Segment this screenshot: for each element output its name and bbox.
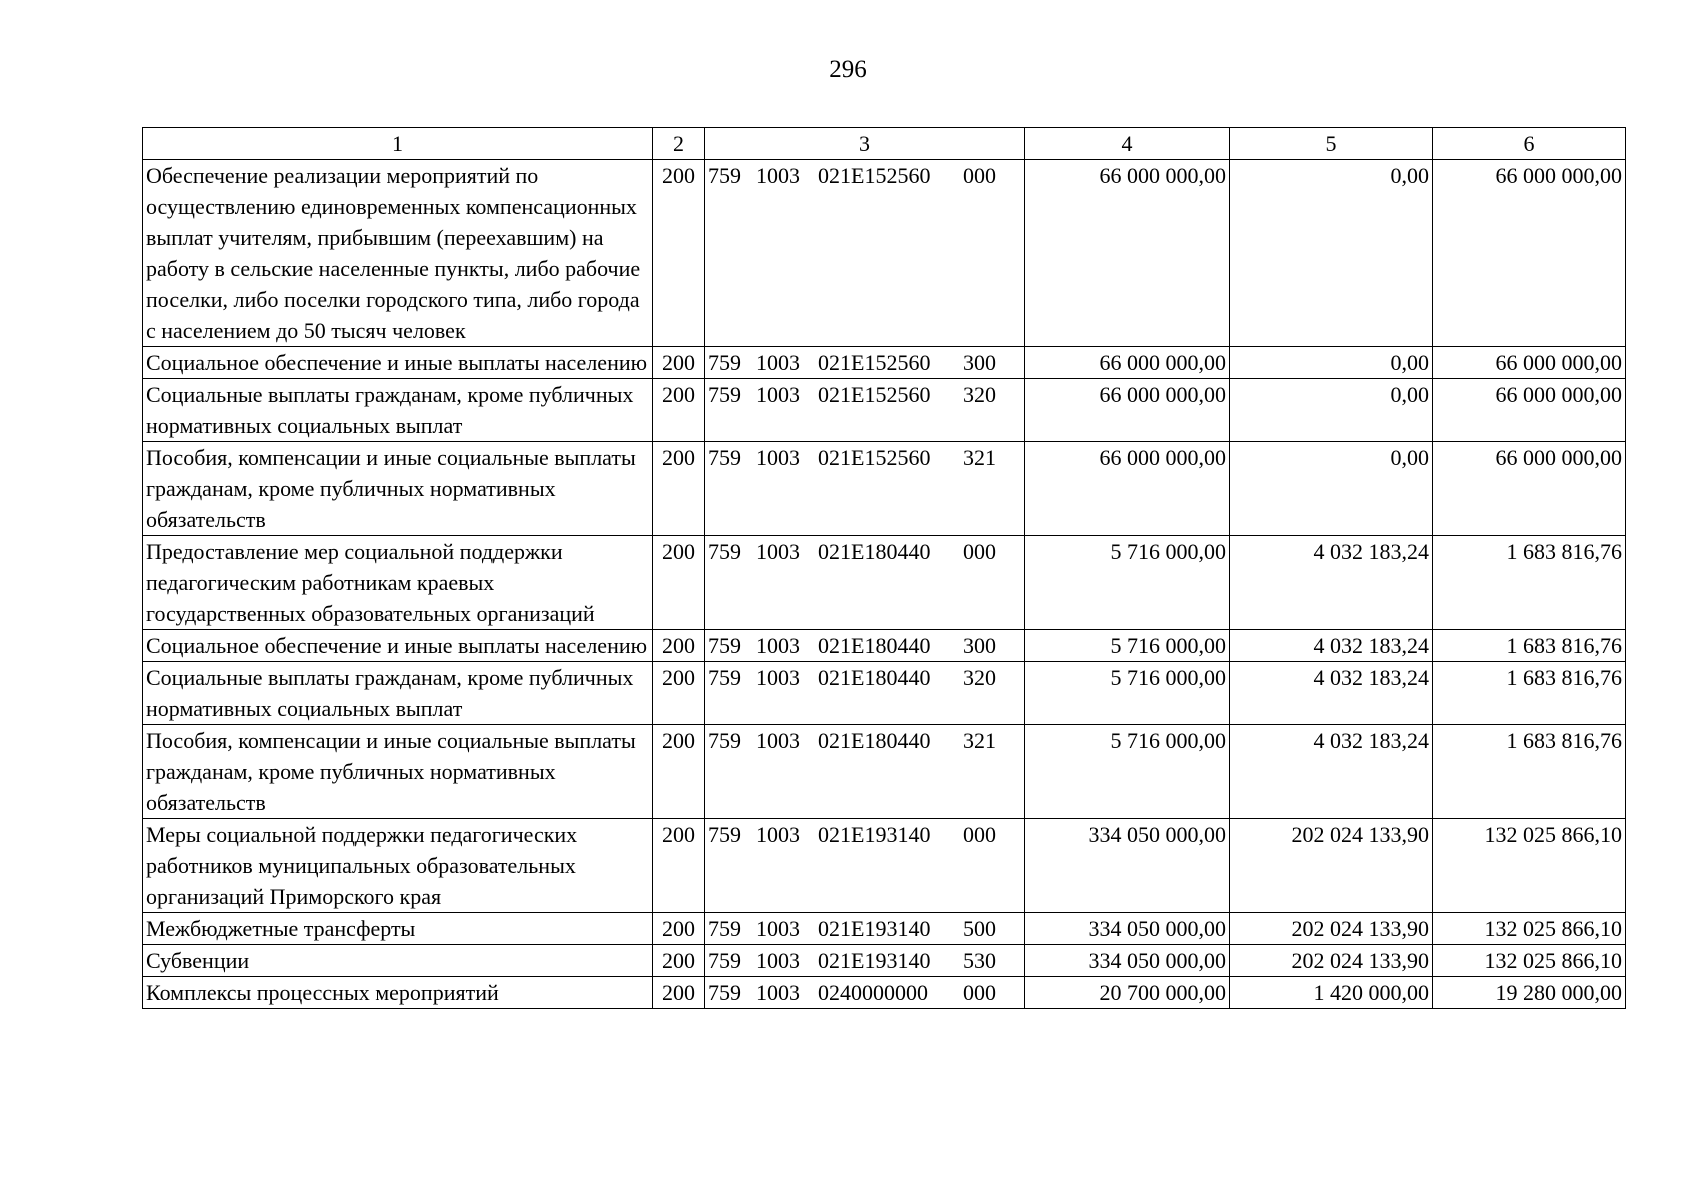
code-part: 1003 [756,633,800,658]
row-value-5: 0,00 [1230,379,1433,442]
code-part: 021E152560 [818,382,931,407]
code-part: 759 [708,539,741,564]
row-value-4: 66 000 000,00 [1025,442,1230,536]
row-code [705,913,1025,945]
code-part: 759 [708,916,741,941]
code-part: 1003 [756,822,800,847]
code-part: 759 [708,633,741,658]
row-value-4: 66 000 000,00 [1025,160,1230,347]
code-part: 000 [963,822,996,847]
row-value-6: 66 000 000,00 [1433,347,1626,379]
row-value-5: 4 032 183,24 [1230,662,1433,725]
code-part: 021E152560 [818,163,931,188]
code-part: 021E193140 [818,822,931,847]
row-col2: 200 [653,977,705,1009]
row-col2: 200 [653,945,705,977]
row-name: Обеспечение реализации мероприятий по осуществлению единовременных компенсационных выплат учителям, прибывшим (переехавшим) на работу в сельские населенные пункты, либо рабочие поселки, либо поселки городского типа, либо города с населением до 50 тысяч человек [143,160,653,347]
code-part: 759 [708,163,741,188]
table-row [143,725,1626,819]
code-part: 021E180440 [818,665,931,690]
row-value-5: 202 024 133,90 [1230,945,1433,977]
table-body [143,128,1626,1009]
column-header-2: 2 [653,128,705,160]
code-part: 530 [963,948,996,973]
code-part: 1003 [756,948,800,973]
code-part: 759 [708,665,741,690]
column-header-6: 6 [1433,128,1626,160]
row-name: Субвенции [143,945,653,977]
row-name: Социальные выплаты гражданам, кроме публичных нормативных социальных выплат [143,662,653,725]
row-code [705,379,1025,442]
code-part: 320 [963,382,996,407]
code-part: 021E180440 [818,633,931,658]
row-value-6: 1 683 816,76 [1433,536,1626,630]
code-part: 759 [708,948,741,973]
row-col2: 200 [653,536,705,630]
row-value-6: 132 025 866,10 [1433,945,1626,977]
row-col2: 200 [653,630,705,662]
row-code [705,662,1025,725]
code-part: 321 [963,445,996,470]
code-part: 021E180440 [818,728,931,753]
code-part: 1003 [756,539,800,564]
row-name: Социальное обеспечение и иные выплаты населению [143,630,653,662]
row-name: Межбюджетные трансферты [143,913,653,945]
row-value-5: 4 032 183,24 [1230,725,1433,819]
row-name: Социальные выплаты гражданам, кроме публичных нормативных социальных выплат [143,379,653,442]
row-value-5: 0,00 [1230,347,1433,379]
row-code [705,347,1025,379]
row-code [705,725,1025,819]
row-col2: 200 [653,725,705,819]
table-row [143,662,1626,725]
code-part: 000 [963,980,996,1005]
row-name: Социальное обеспечение и иные выплаты населению [143,347,653,379]
row-code [705,536,1025,630]
row-value-4: 5 716 000,00 [1025,536,1230,630]
code-part: 759 [708,980,741,1005]
row-col2: 200 [653,662,705,725]
row-value-4: 334 050 000,00 [1025,913,1230,945]
code-part: 759 [708,350,741,375]
table-row [143,945,1626,977]
column-header-1: 1 [143,128,653,160]
row-value-6: 132 025 866,10 [1433,913,1626,945]
code-part: 1003 [756,980,800,1005]
row-value-5: 0,00 [1230,160,1433,347]
code-part: 000 [963,539,996,564]
code-part: 1003 [756,916,800,941]
row-value-4: 20 700 000,00 [1025,977,1230,1009]
row-value-5: 1 420 000,00 [1230,977,1433,1009]
code-part: 300 [963,350,996,375]
code-part: 021E193140 [818,948,931,973]
table-row [143,913,1626,945]
row-value-6: 1 683 816,76 [1433,630,1626,662]
row-value-6: 19 280 000,00 [1433,977,1626,1009]
row-value-5: 202 024 133,90 [1230,819,1433,913]
code-part: 759 [708,728,741,753]
row-value-6: 66 000 000,00 [1433,442,1626,536]
page-number: 296 [829,56,867,83]
row-value-6: 132 025 866,10 [1433,819,1626,913]
table-row [143,977,1626,1009]
code-part: 759 [708,822,741,847]
column-header-5: 5 [1230,128,1433,160]
table-row [143,160,1626,347]
code-part: 1003 [756,163,800,188]
code-part: 021E180440 [818,539,931,564]
row-value-5: 4 032 183,24 [1230,630,1433,662]
row-name: Пособия, компенсации и иные социальные выплаты гражданам, кроме публичных нормативных обязательств [143,725,653,819]
row-code [705,945,1025,977]
row-code [705,160,1025,347]
row-value-4: 5 716 000,00 [1025,662,1230,725]
row-name: Предоставление мер социальной поддержки педагогическим работникам краевых государственных образовательных организаций [143,536,653,630]
code-part: 300 [963,633,996,658]
code-part: 000 [963,163,996,188]
row-code [705,819,1025,913]
table-row [143,630,1626,662]
row-name: Комплексы процессных мероприятий [143,977,653,1009]
code-part: 320 [963,665,996,690]
row-col2: 200 [653,819,705,913]
row-value-4: 334 050 000,00 [1025,819,1230,913]
table-row [143,819,1626,913]
table-row [143,347,1626,379]
row-value-4: 5 716 000,00 [1025,630,1230,662]
table-row [143,379,1626,442]
table-row [143,442,1626,536]
row-col2: 200 [653,379,705,442]
table-header-row [143,128,1626,160]
code-part: 1003 [756,728,800,753]
row-value-6: 1 683 816,76 [1433,725,1626,819]
column-header-3: 3 [705,128,1025,160]
column-header-4: 4 [1025,128,1230,160]
code-part: 021E193140 [818,916,931,941]
row-value-6: 1 683 816,76 [1433,662,1626,725]
row-value-4: 66 000 000,00 [1025,379,1230,442]
row-col2: 200 [653,160,705,347]
row-name: Пособия, компенсации и иные социальные выплаты гражданам, кроме публичных нормативных обязательств [143,442,653,536]
code-part: 021E152560 [818,350,931,375]
code-part: 500 [963,916,996,941]
code-part: 759 [708,445,741,470]
code-part: 759 [708,382,741,407]
code-part: 321 [963,728,996,753]
code-part: 1003 [756,382,800,407]
row-value-4: 66 000 000,00 [1025,347,1230,379]
code-part: 1003 [756,445,800,470]
row-value-6: 66 000 000,00 [1433,379,1626,442]
row-value-5: 202 024 133,90 [1230,913,1433,945]
code-part: 1003 [756,665,800,690]
budget-table [142,127,1626,1009]
row-col2: 200 [653,442,705,536]
code-part: 0240000000 [818,980,928,1005]
row-col2: 200 [653,913,705,945]
row-value-5: 0,00 [1230,442,1433,536]
table-row [143,536,1626,630]
row-value-4: 5 716 000,00 [1025,725,1230,819]
row-code [705,442,1025,536]
row-value-4: 334 050 000,00 [1025,945,1230,977]
row-name: Меры социальной поддержки педагогических работников муниципальных образовательных организаций Приморского края [143,819,653,913]
code-part: 021E152560 [818,445,931,470]
row-value-6: 66 000 000,00 [1433,160,1626,347]
row-code [705,630,1025,662]
row-col2: 200 [653,347,705,379]
code-part: 1003 [756,350,800,375]
row-code [705,977,1025,1009]
row-value-5: 4 032 183,24 [1230,536,1433,630]
